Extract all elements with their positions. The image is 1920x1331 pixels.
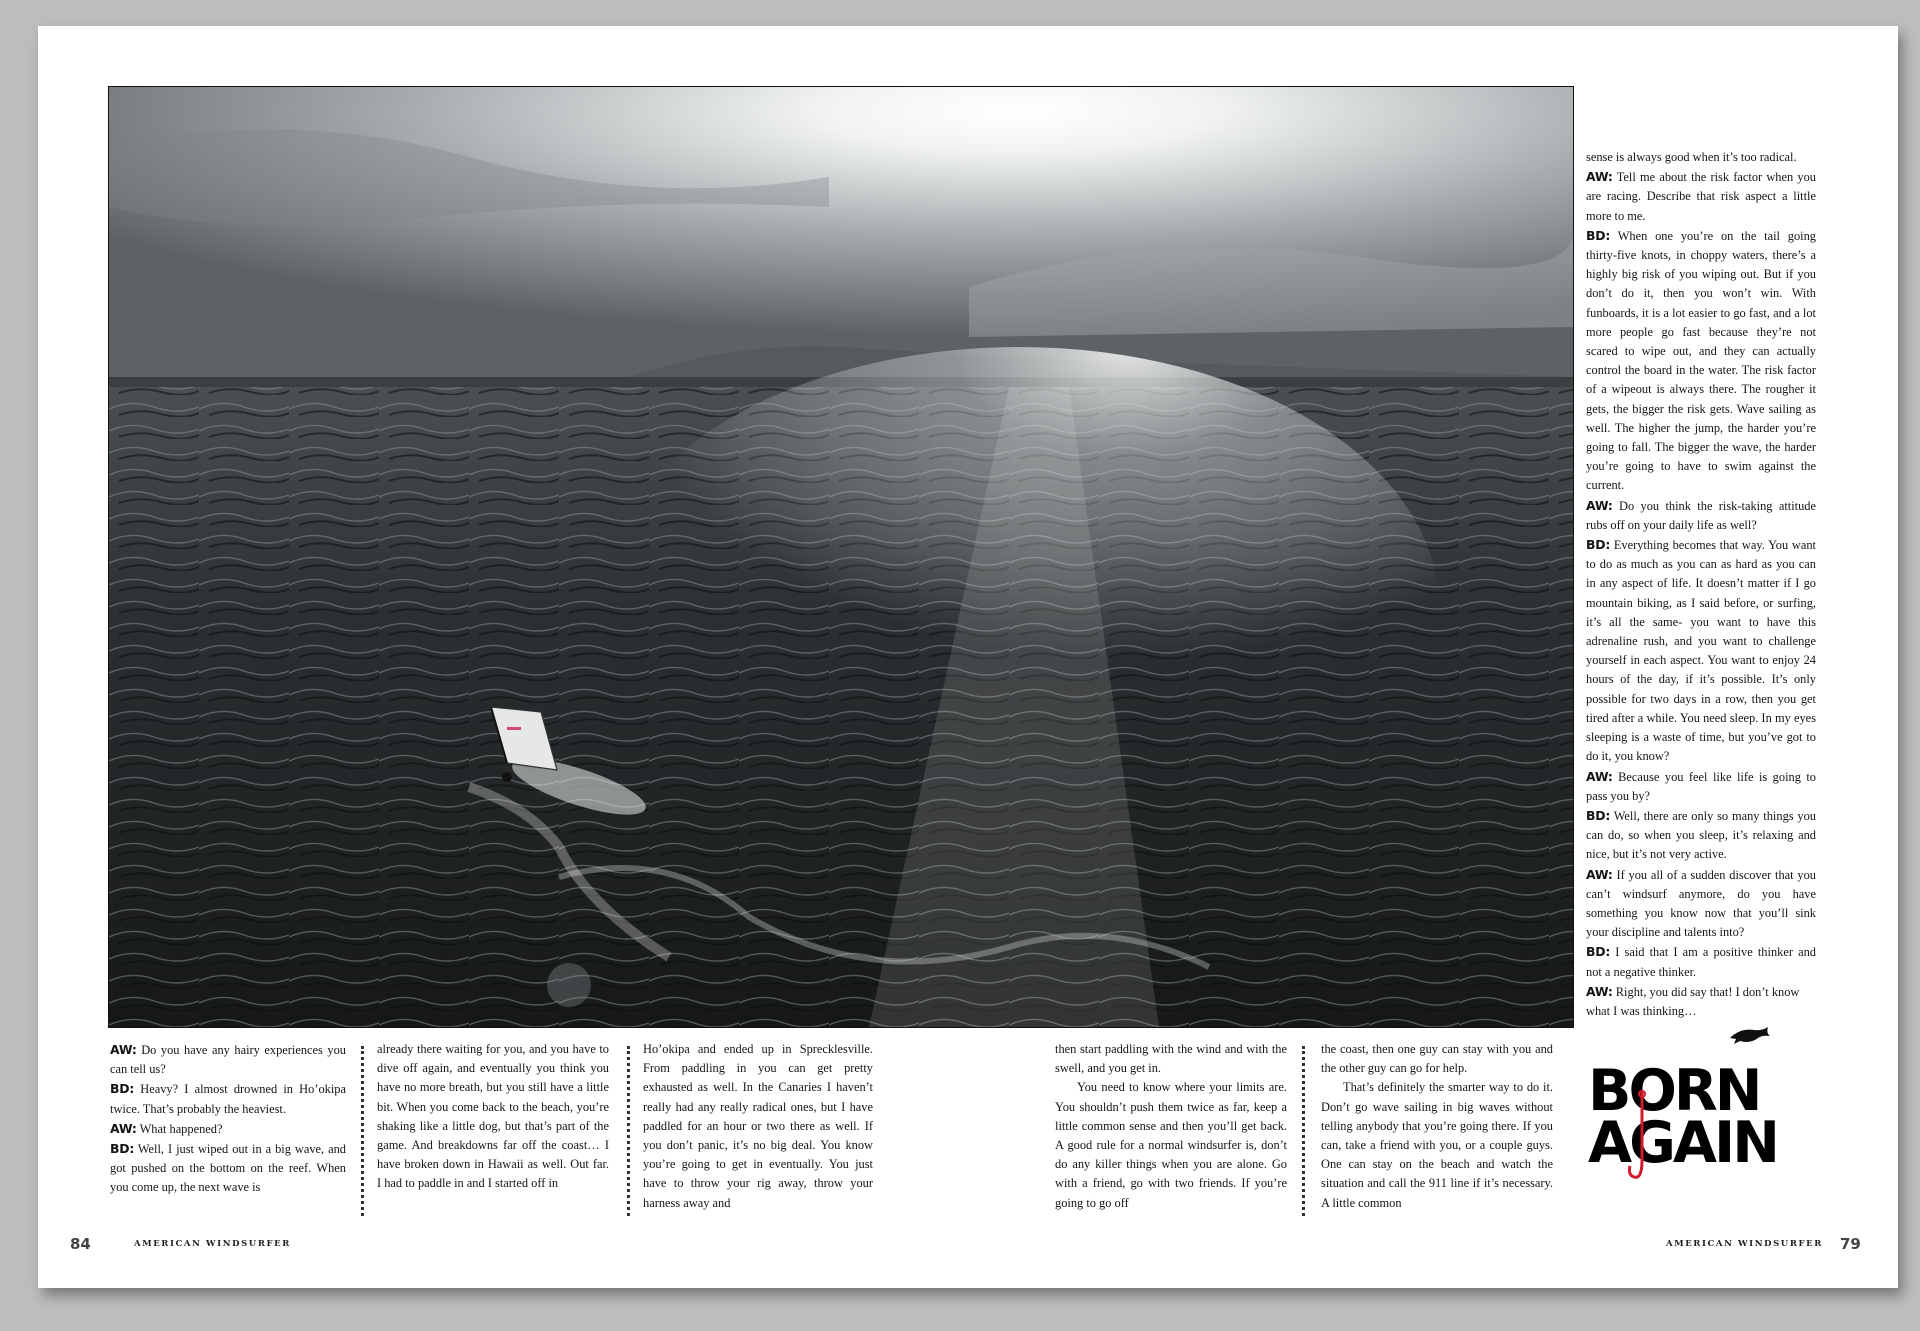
interview-line: AW: Tell me about the risk factor when you are racing. Describe that risk aspect a little more to me. [1586, 169, 1816, 223]
interview-line: BD: I said that I am a positive thinker and not a negative thinker. [1586, 944, 1816, 979]
speaker-label: AW: [1586, 497, 1613, 513]
windsurfer-photo [108, 86, 1574, 1028]
speaker-label: AW: [1586, 983, 1613, 999]
article-column-6 [1586, 148, 1816, 1021]
interview-line: BD: Well, I just wiped out in a big wave, and got pushed on the bottom on the reef. When you come up, the next wave is [110, 1141, 346, 1195]
article-column-4: then start paddling with the wind and with the swell, and you get in. You need to know where your limits are. You shouldn’t push them twice as far, keep a little common sense and then you’ll get back. A good rule for a normal windsurfer is, don’t do any killer things when you are alone. Go with a friend, go with two friends. If you’re going to go off [1055, 1042, 1287, 1210]
speaker-label: BD: [110, 1081, 135, 1097]
article-column-5: the coast, then one guy can stay with you and the other guy can go for help. That’s definitely the smarter way to do it. Don’t go wave sailing in big waves without telling anybody that you’re going there. If you can, take a friend with you, or a couple guys. One can stay on the beach and watch the situation and call the 911 line if it’s necessary. A little common [1321, 1042, 1553, 1210]
left-page-number: 84 [70, 1235, 91, 1253]
article-column-1 [110, 1040, 346, 1198]
interview-line: BD: Well, there are only so many things you can do, so when you sleep, it’s relaxing and nice, but it’s not very active. [1586, 807, 1816, 862]
left-running-head: AMERICAN WINDSURFER [134, 1239, 291, 1249]
interview-line: AW: Do you think the risk-taking attitude rubs off on your daily life as well? [1586, 497, 1816, 532]
title-line-2: AGAIN [1588, 1110, 1777, 1176]
speaker-label: AW: [110, 1042, 137, 1057]
article-title [1588, 1058, 1818, 1176]
interview-line: AW: What happened? [110, 1120, 223, 1136]
speaker-label: BD: [1586, 807, 1611, 823]
interview-line: AW: Right, you did say that! I don’t know what I was thinking… [1586, 983, 1800, 1018]
speaker-label: AW: [1586, 866, 1613, 882]
speaker-label: AW: [1586, 169, 1613, 185]
right-running-head: AMERICAN WINDSURFER [1666, 1239, 1823, 1249]
right-page-number: 79 [1840, 1235, 1861, 1253]
speaker-label: BD: [1586, 227, 1611, 243]
interview-line: AW: If you all of a sudden discover that you can’t windsurf anymore, do you have something you know now that you’ll sink your discipline and talents into? [1586, 866, 1816, 940]
speaker-label: AW: [1586, 768, 1613, 784]
interview-line: sense is always good when it’s too radical. [1586, 150, 1797, 164]
title-line-1: BORN [1588, 1058, 1760, 1124]
article-column-3: Ho’okipa and ended up in Sprecklesville. From paddling in you can get pretty exhausted as well. In the Canaries I haven’t really had any really radical ones, but I have paddled for an hour or two there as well. If you don’t panic, it’s no big deal. You know you’re going to get in eventually. You just have to throw your rig away, throw your harness away and [643, 1042, 873, 1210]
column-divider [1302, 1046, 1305, 1216]
speaker-label: BD: [1586, 944, 1611, 960]
speaker-label: AW: [110, 1120, 137, 1136]
interview-line: AW: Because you feel like life is going to pass you by? [1586, 768, 1816, 803]
fish-hook-icon [1628, 1090, 1650, 1190]
speaker-label: BD: [1586, 537, 1611, 553]
article-column-2: already there waiting for you, and you have to dive off again, and eventually you think you have no more breath, but you still have a little bit. When you come back to the beach, you’re shaking like a little dog, but that’s part of the game. And breakdowns far off the coast… I have broken down in Hawaii as well. Out far. I had to paddle in and I started off in [377, 1042, 609, 1191]
dolphin-icon [1728, 1024, 1772, 1046]
column-divider [627, 1046, 630, 1216]
interview-line: BD: When one you’re on the tail going thirty-five knots, in choppy waters, there’s a highly big risk of you wiping out. But if you don’t do it, then you won’t win. With funboards, it is a lot easier to go fast, and a lot more people go fast because they’re not scared to wipe out, and they can actually control the board in the water. The risk factor of a wipeout is always there. The rougher it gets, the bigger the risk gets. Wave sailing as well. The higher the jump, the harder you’re going to fall. The bigger the wave, the harder you’re going to have to swim against the current. [1586, 227, 1817, 493]
interview-line: AW: Do you have any hairy experiences you can tell us? [110, 1042, 346, 1077]
column-divider [361, 1046, 364, 1216]
speaker-label: BD: [110, 1141, 135, 1157]
interview-line: BD: Heavy? I almost drowned in Ho’okipa twice. That’s probably the heaviest. [110, 1081, 346, 1116]
interview-line: BD: Everything becomes that way. You want to do as much as you can as hard as you can in any aspect of life. It doesn’t matter if I go mountain biking, as I said before, or surfing, it’s all the same- you want to have this adrenaline rush, and you want to challenge yourself in each aspect. You want to enjoy 24 hours of the day, if it’s possible. It’s only possible for two days in a row, then you get tired after a while. You need sleep. In my eyes sleeping is a waste of time, but you’ve got to do it, you know? [1586, 537, 1816, 764]
